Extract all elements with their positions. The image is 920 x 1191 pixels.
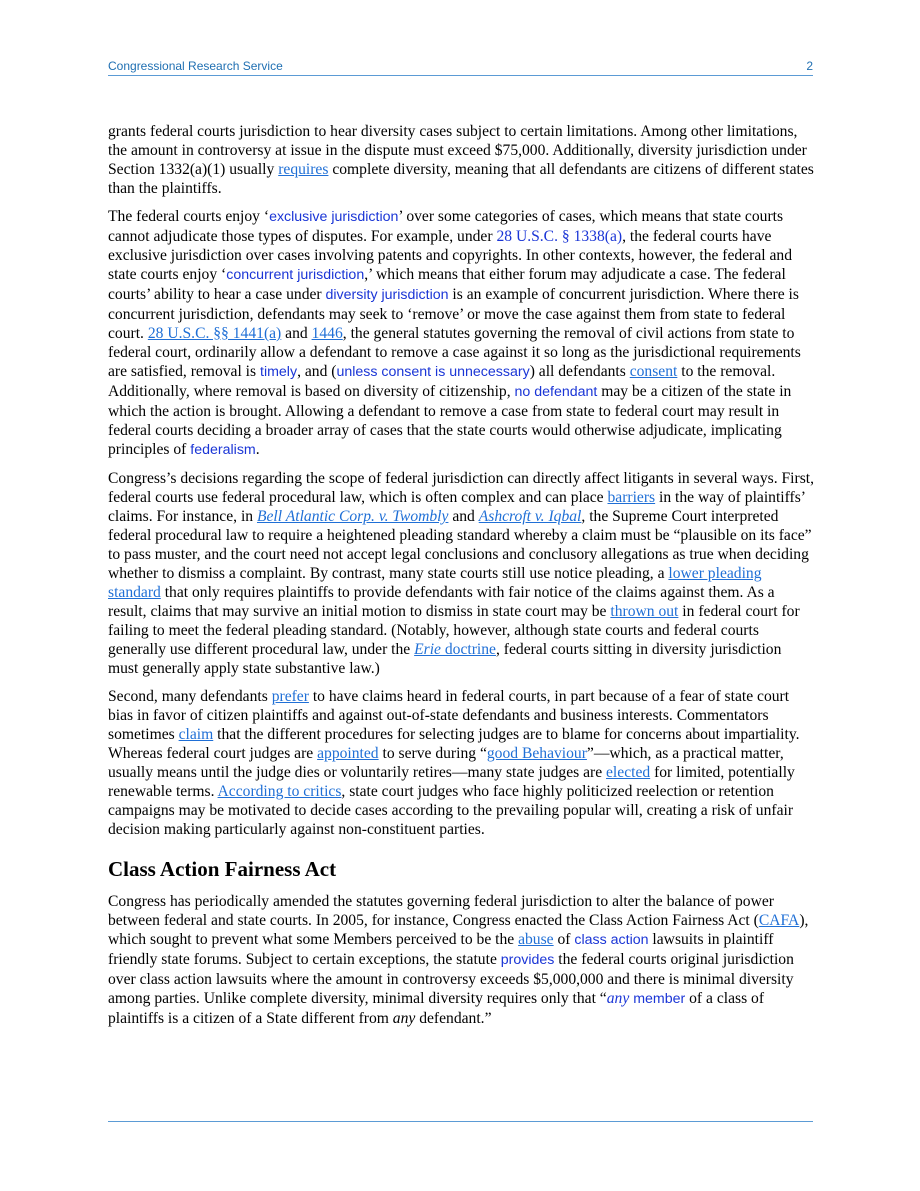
text: The federal courts enjoy ‘	[108, 208, 270, 225]
text: of a class of plaintiffs is a citizen of a State different from	[108, 990, 765, 1027]
paragraph-state-court-bias	[108, 687, 814, 839]
text: , and (	[297, 363, 337, 380]
link-iqbal[interactable]	[479, 508, 582, 525]
emphasis-any: any	[392, 1010, 416, 1027]
paragraph-procedural-law	[108, 469, 814, 678]
text: that only requires plaintiffs to provide defendants with fair notice of the claims against them. As a result, claims that may survive an initial motion to dismiss in state court may be	[108, 584, 775, 620]
link-1446[interactable]: 1446	[311, 325, 343, 342]
link-good-behaviour[interactable]: good Behaviour	[486, 745, 587, 762]
link-unless-consent-unnecessary[interactable]: unless consent is unnecessary	[336, 364, 530, 380]
text: ) all defendants	[529, 363, 630, 380]
case-name-erie: Erie	[414, 641, 441, 658]
text: .	[255, 441, 260, 458]
link-lower-pleading-standard[interactable]: lower pleading standard	[108, 565, 762, 601]
text: in the way of plaintiffs’ claims. For instance, in	[108, 489, 805, 525]
emphasis-any: any	[606, 990, 630, 1007]
link-twombly[interactable]	[257, 508, 448, 525]
link-erie-doctrine[interactable]	[414, 641, 496, 658]
link-concurrent-jurisdiction[interactable]: concurrent jurisdiction	[226, 267, 365, 283]
link-requires[interactable]: requires	[278, 161, 329, 178]
text: ), which sought to prevent what some Members perceived to be the	[108, 912, 809, 948]
text: , the federal courts have exclusive jurisdiction over cases involving patents and copyrights. In other contexts, however, the federal and state courts enjoy ‘	[108, 228, 793, 283]
link-according-to-critics[interactable]: According to critics	[217, 783, 342, 800]
link-claim[interactable]: claim	[178, 726, 214, 743]
link-diversity-jurisdiction[interactable]: diversity jurisdiction	[325, 287, 449, 303]
link-abuse[interactable]: abuse	[518, 931, 554, 948]
text: Congress’s decisions regarding the scope of federal jurisdiction can directly affect litigants in several ways. First, federal courts use federal procedural law, which is often complex and can place	[108, 470, 814, 506]
case-name-iqbal: Ashcroft v. Iqbal	[478, 508, 582, 525]
text: member	[629, 991, 686, 1007]
paragraph-exclusive-concurrent	[108, 207, 814, 460]
link-28-usc-1338a[interactable]: 28 U.S.C. § 1338(a)	[496, 228, 623, 245]
text: of	[553, 931, 575, 948]
text: to have claims heard in federal courts, in part because of a fear of state court bias in favor of citizen plaintiffs and against out-of-state defendants and business interests. Commentators sometimes	[108, 688, 790, 743]
link-provides[interactable]: provides	[500, 952, 555, 968]
link-appointed[interactable]: appointed	[317, 745, 379, 762]
running-header	[108, 58, 813, 75]
text: Second, many defendants	[108, 688, 272, 705]
header-organization: Congressional Research Service	[108, 59, 283, 73]
link-class-action[interactable]: class action	[574, 932, 649, 948]
text: may be a citizen of the state in which the action is brought. Allowing a defendant to remove a case from state to federal court may result in federal courts deciding a broader array of cases that the state courts would otherwise adjudicate, implicating principles of	[108, 383, 792, 458]
link-federalism[interactable]: federalism	[190, 442, 256, 458]
text: to the removal. Additionally, where removal is based on diversity of citizenship,	[108, 363, 776, 400]
link-barriers[interactable]: barriers	[607, 489, 656, 506]
link-prefer[interactable]: prefer	[271, 688, 309, 705]
text: , the Supreme Court interpreted federal procedural law to require a heightened pleading standard whereby a claim must be “plausible on its face” to pass muster, and the court need not accept legal conclusions and conclusory allegations as true when deciding whether to dismiss a complaint. By contrast, many state courts still use notice pleading, a	[108, 508, 812, 582]
link-28-usc-1441a[interactable]: 28 U.S.C. §§ 1441(a)	[147, 325, 282, 342]
text: is an example of concurrent jurisdiction. Where there is concurrent jurisdiction, defendants may seek to ‘remove’ or move the case against them from state to federal court.	[108, 286, 799, 342]
text: and	[448, 508, 479, 525]
link-no-defendant[interactable]: no defendant	[514, 384, 598, 400]
text: for limited, potentially renewable terms.	[108, 764, 795, 800]
text: that the different procedures for selecting judges are to blame for concerns about impartiality. Whereas federal court judges are	[108, 726, 800, 762]
text: defendant.”	[415, 1010, 492, 1027]
case-name-twombly: Bell Atlantic Corp. v. Twombly	[256, 508, 449, 525]
link-exclusive-jurisdiction[interactable]: exclusive jurisdiction	[269, 209, 399, 225]
document-body	[108, 122, 814, 1037]
text: ”—which, as a practical matter, usually means until the judge dies or voluntarily retires—many state judges are	[108, 745, 784, 781]
text: ’ over some categories of cases, which means that state courts cannot adjudicate those types of disputes. For example, under	[108, 208, 784, 245]
section-heading: Class Action Fairness Act	[108, 857, 337, 881]
text: ,’ which means that either forum may adjudicate a case. The federal courts’ ability to hear a case under	[108, 266, 786, 303]
text: , the general statutes governing the removal of civil actions from state to federal court, ordinarily allow a defendant to remove a case against it so long as the jurisdictional requirements are satisfied, removal is	[108, 325, 801, 380]
link-any-member[interactable]	[607, 990, 686, 1007]
footer-rule	[108, 1121, 813, 1122]
page-number: 2	[806, 59, 813, 73]
link-elected[interactable]: elected	[606, 764, 651, 781]
link-timely[interactable]: timely	[260, 364, 298, 380]
link-consent[interactable]: consent	[629, 363, 678, 380]
header-rule	[108, 75, 813, 76]
text: and	[281, 325, 312, 342]
text: complete diversity, meaning that all defendants are citizens of different states than the plaintiffs.	[108, 161, 814, 197]
text: , state court judges who face highly politicized reelection or retention campaigns may be motivated to decide cases according to the prevailing popular will, creating a risk of unfair decision making particularly against non-constituent parties.	[108, 783, 794, 838]
text: doctrine	[440, 641, 496, 658]
paragraph-cafa	[108, 892, 814, 1028]
text: , federal courts sitting in diversity jurisdiction must generally apply state substantive law.)	[108, 641, 782, 677]
text: in federal court for failing to meet the federal pleading standard. (Notably, however, although state courts and federal courts generally use different procedural law, under the	[108, 603, 800, 658]
text: to serve during “	[378, 745, 487, 762]
text: the federal courts original jurisdiction over class action lawsuits where the amount in controversy exceeds $5,000,000 and there is minimal diversity among parties. Unlike complete diversity, minimal diversity requires only that “	[108, 951, 794, 1007]
link-cafa[interactable]: CAFA	[758, 912, 800, 929]
paragraph-diversity-limits	[108, 122, 814, 198]
link-thrown-out[interactable]: thrown out	[610, 603, 679, 620]
text: Congress has periodically amended the statutes governing federal jurisdiction to alter the balance of power between federal and state courts. In 2005, for instance, Congress enacted the Class Action Fairness Act (	[108, 893, 774, 929]
text: lawsuits in plaintiff friendly state forums. Subject to certain exceptions, the statute	[108, 931, 774, 968]
text: grants federal courts jurisdiction to hear diversity cases subject to certain limitations. Among other limitations, the amount in controversy at issue in the dispute must exceed $75,000. Additionally, diversity jurisdiction under Section 1332(a)(1) usually	[108, 123, 807, 178]
